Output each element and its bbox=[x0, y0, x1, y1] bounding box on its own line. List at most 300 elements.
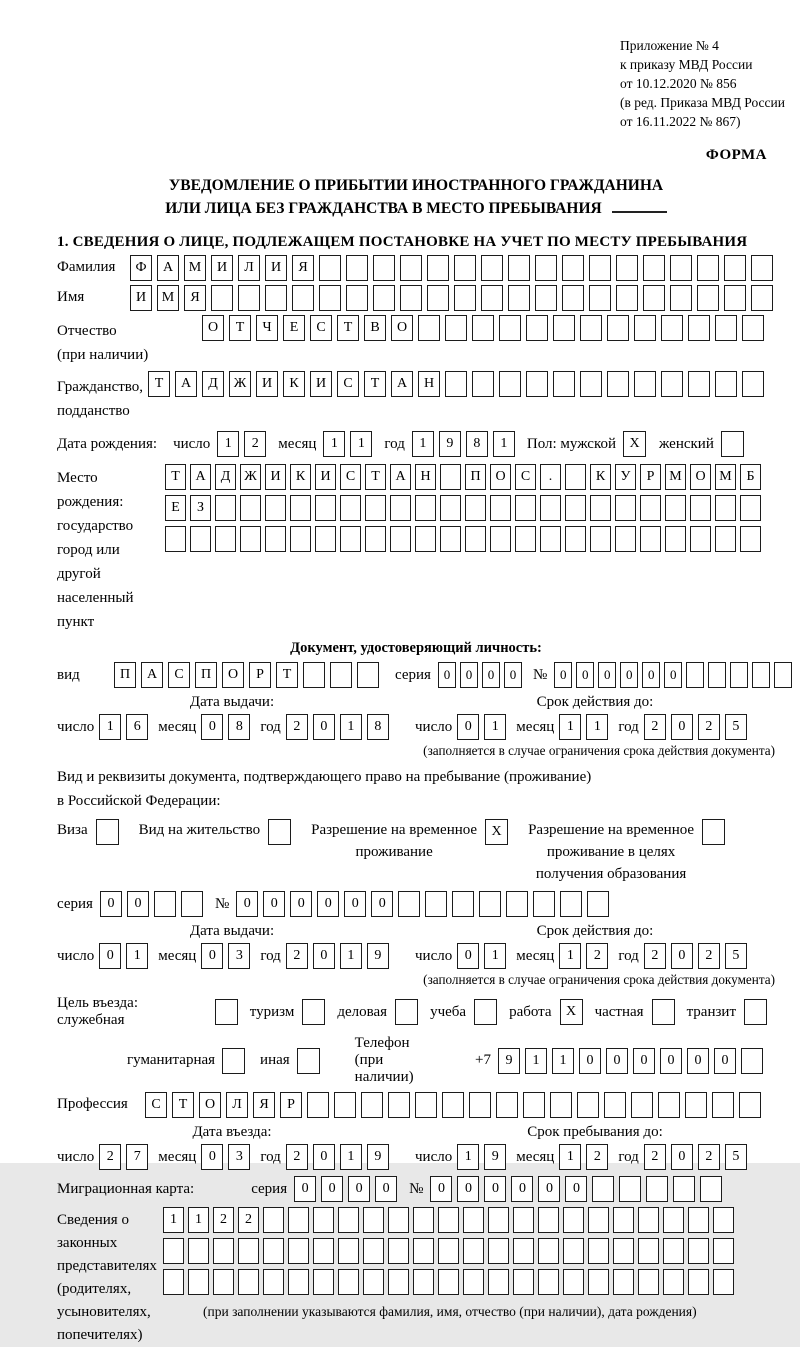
char-cell[interactable] bbox=[445, 315, 467, 341]
char-cell[interactable] bbox=[469, 1092, 491, 1118]
char-cell[interactable] bbox=[346, 285, 368, 311]
char-cell[interactable]: О bbox=[391, 315, 413, 341]
char-cell[interactable] bbox=[615, 495, 636, 521]
char-cell[interactable] bbox=[415, 1092, 437, 1118]
char-cell[interactable]: 0 bbox=[642, 662, 660, 688]
char-cell[interactable] bbox=[513, 1207, 534, 1233]
private-checkbox[interactable] bbox=[652, 999, 675, 1025]
char-cell[interactable] bbox=[425, 891, 447, 917]
char-cell[interactable]: 0 bbox=[714, 1048, 736, 1074]
char-cell[interactable]: И bbox=[315, 464, 336, 490]
char-cell[interactable]: 1 bbox=[99, 714, 121, 740]
char-cell[interactable]: П bbox=[114, 662, 136, 688]
char-cell[interactable]: 1 bbox=[559, 714, 581, 740]
char-cell[interactable] bbox=[638, 1207, 659, 1233]
char-cell[interactable] bbox=[472, 371, 494, 397]
char-cell[interactable] bbox=[388, 1207, 409, 1233]
char-cell[interactable]: 2 bbox=[99, 1144, 121, 1170]
official-checkbox[interactable] bbox=[215, 999, 238, 1025]
char-cell[interactable] bbox=[319, 255, 341, 281]
char-cell[interactable] bbox=[715, 495, 736, 521]
char-cell[interactable] bbox=[700, 1176, 722, 1202]
char-cell[interactable]: 1 bbox=[525, 1048, 547, 1074]
char-cell[interactable] bbox=[307, 1092, 329, 1118]
char-cell[interactable] bbox=[238, 285, 260, 311]
char-cell[interactable]: 2 bbox=[644, 714, 666, 740]
char-cell[interactable]: А bbox=[141, 662, 163, 688]
char-cell[interactable]: 0 bbox=[633, 1048, 655, 1074]
char-cell[interactable]: 9 bbox=[484, 1144, 506, 1170]
char-cell[interactable]: 0 bbox=[457, 943, 479, 969]
char-cell[interactable]: 0 bbox=[620, 662, 638, 688]
char-cell[interactable] bbox=[465, 526, 486, 552]
char-cell[interactable] bbox=[607, 371, 629, 397]
char-cell[interactable]: 0 bbox=[460, 662, 478, 688]
char-cell[interactable] bbox=[715, 371, 737, 397]
char-cell[interactable] bbox=[390, 495, 411, 521]
char-cell[interactable]: 2 bbox=[644, 943, 666, 969]
char-cell[interactable] bbox=[607, 315, 629, 341]
char-cell[interactable]: Н bbox=[418, 371, 440, 397]
char-cell[interactable] bbox=[288, 1238, 309, 1264]
char-cell[interactable]: 0 bbox=[313, 1144, 335, 1170]
char-cell[interactable] bbox=[590, 495, 611, 521]
char-cell[interactable] bbox=[643, 285, 665, 311]
char-cell[interactable] bbox=[580, 315, 602, 341]
char-cell[interactable] bbox=[661, 371, 683, 397]
char-cell[interactable] bbox=[508, 255, 530, 281]
char-cell[interactable] bbox=[523, 1092, 545, 1118]
char-cell[interactable] bbox=[563, 1269, 584, 1295]
char-cell[interactable] bbox=[740, 526, 761, 552]
char-cell[interactable]: О bbox=[222, 662, 244, 688]
char-cell[interactable] bbox=[427, 285, 449, 311]
char-cell[interactable]: Е bbox=[283, 315, 305, 341]
char-cell[interactable] bbox=[438, 1238, 459, 1264]
char-cell[interactable] bbox=[398, 891, 420, 917]
char-cell[interactable] bbox=[263, 1207, 284, 1233]
char-cell[interactable] bbox=[661, 315, 683, 341]
char-cell[interactable]: М bbox=[665, 464, 686, 490]
char-cell[interactable]: Д bbox=[215, 464, 236, 490]
char-cell[interactable] bbox=[550, 1092, 572, 1118]
char-cell[interactable]: 0 bbox=[313, 714, 335, 740]
char-cell[interactable] bbox=[513, 1238, 534, 1264]
char-cell[interactable] bbox=[634, 315, 656, 341]
char-cell[interactable] bbox=[774, 662, 792, 688]
char-cell[interactable] bbox=[604, 1092, 626, 1118]
temp-edu-checkbox[interactable] bbox=[702, 819, 725, 845]
char-cell[interactable] bbox=[488, 1207, 509, 1233]
char-cell[interactable] bbox=[663, 1238, 684, 1264]
char-cell[interactable] bbox=[540, 495, 561, 521]
char-cell[interactable]: 0 bbox=[201, 1144, 223, 1170]
char-cell[interactable]: 6 bbox=[126, 714, 148, 740]
char-cell[interactable]: Т bbox=[229, 315, 251, 341]
char-cell[interactable]: П bbox=[465, 464, 486, 490]
char-cell[interactable] bbox=[413, 1269, 434, 1295]
char-cell[interactable] bbox=[388, 1092, 410, 1118]
char-cell[interactable] bbox=[315, 495, 336, 521]
char-cell[interactable] bbox=[365, 495, 386, 521]
char-cell[interactable] bbox=[685, 1092, 707, 1118]
char-cell[interactable]: 1 bbox=[350, 431, 372, 457]
char-cell[interactable]: 1 bbox=[484, 943, 506, 969]
char-cell[interactable] bbox=[463, 1238, 484, 1264]
char-cell[interactable] bbox=[488, 1238, 509, 1264]
char-cell[interactable]: 0 bbox=[263, 891, 285, 917]
char-cell[interactable] bbox=[418, 315, 440, 341]
char-cell[interactable] bbox=[560, 891, 582, 917]
work-checkbox[interactable]: X bbox=[560, 999, 583, 1025]
char-cell[interactable] bbox=[346, 255, 368, 281]
char-cell[interactable]: 2 bbox=[244, 431, 266, 457]
char-cell[interactable] bbox=[440, 464, 461, 490]
char-cell[interactable] bbox=[619, 1176, 641, 1202]
female-checkbox[interactable] bbox=[721, 431, 744, 457]
char-cell[interactable]: А bbox=[391, 371, 413, 397]
char-cell[interactable]: 1 bbox=[323, 431, 345, 457]
char-cell[interactable]: 1 bbox=[163, 1207, 184, 1233]
char-cell[interactable]: 0 bbox=[321, 1176, 343, 1202]
char-cell[interactable] bbox=[413, 1238, 434, 1264]
char-cell[interactable] bbox=[739, 1092, 761, 1118]
char-cell[interactable]: 1 bbox=[340, 714, 362, 740]
char-cell[interactable]: Ф bbox=[130, 255, 152, 281]
char-cell[interactable]: К bbox=[290, 464, 311, 490]
char-cell[interactable] bbox=[340, 495, 361, 521]
char-cell[interactable] bbox=[388, 1238, 409, 1264]
char-cell[interactable] bbox=[338, 1207, 359, 1233]
char-cell[interactable]: 0 bbox=[236, 891, 258, 917]
char-cell[interactable]: 0 bbox=[201, 943, 223, 969]
char-cell[interactable]: И bbox=[265, 255, 287, 281]
char-cell[interactable]: А bbox=[390, 464, 411, 490]
char-cell[interactable] bbox=[361, 1092, 383, 1118]
char-cell[interactable] bbox=[465, 495, 486, 521]
char-cell[interactable] bbox=[563, 1207, 584, 1233]
char-cell[interactable] bbox=[741, 1048, 763, 1074]
char-cell[interactable]: И bbox=[211, 255, 233, 281]
char-cell[interactable] bbox=[688, 371, 710, 397]
char-cell[interactable] bbox=[588, 1207, 609, 1233]
char-cell[interactable]: В bbox=[364, 315, 386, 341]
char-cell[interactable]: 2 bbox=[238, 1207, 259, 1233]
char-cell[interactable]: 0 bbox=[511, 1176, 533, 1202]
char-cell[interactable]: 0 bbox=[538, 1176, 560, 1202]
char-cell[interactable]: Я bbox=[253, 1092, 275, 1118]
char-cell[interactable]: 0 bbox=[313, 943, 335, 969]
char-cell[interactable]: 2 bbox=[213, 1207, 234, 1233]
char-cell[interactable] bbox=[592, 1176, 614, 1202]
char-cell[interactable]: О bbox=[199, 1092, 221, 1118]
char-cell[interactable]: 2 bbox=[286, 1144, 308, 1170]
char-cell[interactable]: С bbox=[310, 315, 332, 341]
char-cell[interactable] bbox=[688, 1207, 709, 1233]
char-cell[interactable]: Я bbox=[292, 255, 314, 281]
char-cell[interactable] bbox=[238, 1269, 259, 1295]
char-cell[interactable]: А bbox=[190, 464, 211, 490]
char-cell[interactable]: Т bbox=[276, 662, 298, 688]
char-cell[interactable]: 0 bbox=[504, 662, 522, 688]
char-cell[interactable] bbox=[589, 285, 611, 311]
char-cell[interactable] bbox=[265, 526, 286, 552]
char-cell[interactable]: 2 bbox=[698, 1144, 720, 1170]
char-cell[interactable] bbox=[663, 1207, 684, 1233]
char-cell[interactable]: М bbox=[157, 285, 179, 311]
study-checkbox[interactable] bbox=[474, 999, 497, 1025]
char-cell[interactable] bbox=[479, 891, 501, 917]
char-cell[interactable]: 0 bbox=[127, 891, 149, 917]
char-cell[interactable] bbox=[712, 1092, 734, 1118]
char-cell[interactable] bbox=[526, 371, 548, 397]
char-cell[interactable] bbox=[751, 285, 773, 311]
char-cell[interactable] bbox=[438, 1269, 459, 1295]
char-cell[interactable] bbox=[640, 495, 661, 521]
char-cell[interactable] bbox=[292, 285, 314, 311]
char-cell[interactable] bbox=[163, 1269, 184, 1295]
char-cell[interactable] bbox=[463, 1207, 484, 1233]
char-cell[interactable] bbox=[562, 255, 584, 281]
char-cell[interactable]: 2 bbox=[698, 943, 720, 969]
tourism-checkbox[interactable] bbox=[302, 999, 325, 1025]
char-cell[interactable]: 0 bbox=[671, 1144, 693, 1170]
char-cell[interactable] bbox=[438, 1207, 459, 1233]
char-cell[interactable] bbox=[445, 371, 467, 397]
char-cell[interactable] bbox=[634, 371, 656, 397]
char-cell[interactable] bbox=[463, 1269, 484, 1295]
char-cell[interactable] bbox=[506, 891, 528, 917]
char-cell[interactable] bbox=[181, 891, 203, 917]
char-cell[interactable]: 7 bbox=[126, 1144, 148, 1170]
char-cell[interactable] bbox=[303, 662, 325, 688]
other-checkbox[interactable] bbox=[297, 1048, 320, 1074]
char-cell[interactable]: Т bbox=[365, 464, 386, 490]
char-cell[interactable]: 0 bbox=[375, 1176, 397, 1202]
char-cell[interactable] bbox=[288, 1269, 309, 1295]
char-cell[interactable]: Т bbox=[172, 1092, 194, 1118]
char-cell[interactable] bbox=[388, 1269, 409, 1295]
char-cell[interactable] bbox=[688, 1238, 709, 1264]
char-cell[interactable]: 0 bbox=[294, 1176, 316, 1202]
char-cell[interactable]: 8 bbox=[466, 431, 488, 457]
char-cell[interactable]: 0 bbox=[371, 891, 393, 917]
char-cell[interactable] bbox=[697, 255, 719, 281]
char-cell[interactable] bbox=[240, 495, 261, 521]
char-cell[interactable]: К bbox=[590, 464, 611, 490]
char-cell[interactable] bbox=[577, 1092, 599, 1118]
char-cell[interactable]: Р bbox=[280, 1092, 302, 1118]
char-cell[interactable] bbox=[188, 1269, 209, 1295]
char-cell[interactable]: 2 bbox=[586, 943, 608, 969]
char-cell[interactable]: 0 bbox=[290, 891, 312, 917]
char-cell[interactable] bbox=[665, 526, 686, 552]
char-cell[interactable] bbox=[631, 1092, 653, 1118]
char-cell[interactable]: 0 bbox=[457, 1176, 479, 1202]
char-cell[interactable]: О bbox=[690, 464, 711, 490]
char-cell[interactable]: 1 bbox=[412, 431, 434, 457]
char-cell[interactable] bbox=[313, 1269, 334, 1295]
char-cell[interactable] bbox=[587, 891, 609, 917]
char-cell[interactable] bbox=[715, 315, 737, 341]
char-cell[interactable]: 0 bbox=[482, 662, 500, 688]
char-cell[interactable]: 1 bbox=[457, 1144, 479, 1170]
char-cell[interactable] bbox=[499, 371, 521, 397]
char-cell[interactable]: Т bbox=[364, 371, 386, 397]
char-cell[interactable]: 0 bbox=[598, 662, 616, 688]
char-cell[interactable] bbox=[565, 526, 586, 552]
char-cell[interactable]: 0 bbox=[565, 1176, 587, 1202]
char-cell[interactable] bbox=[688, 315, 710, 341]
char-cell[interactable] bbox=[533, 891, 555, 917]
char-cell[interactable]: 5 bbox=[725, 943, 747, 969]
char-cell[interactable] bbox=[373, 255, 395, 281]
char-cell[interactable] bbox=[538, 1238, 559, 1264]
char-cell[interactable] bbox=[690, 526, 711, 552]
char-cell[interactable] bbox=[496, 1092, 518, 1118]
char-cell[interactable] bbox=[708, 662, 726, 688]
char-cell[interactable]: 1 bbox=[586, 714, 608, 740]
char-cell[interactable] bbox=[515, 526, 536, 552]
char-cell[interactable] bbox=[213, 1238, 234, 1264]
char-cell[interactable] bbox=[265, 285, 287, 311]
char-cell[interactable] bbox=[334, 1092, 356, 1118]
char-cell[interactable]: 0 bbox=[671, 943, 693, 969]
char-cell[interactable]: Т bbox=[165, 464, 186, 490]
char-cell[interactable]: П bbox=[195, 662, 217, 688]
char-cell[interactable] bbox=[288, 1207, 309, 1233]
char-cell[interactable] bbox=[515, 495, 536, 521]
char-cell[interactable] bbox=[313, 1207, 334, 1233]
char-cell[interactable]: К bbox=[283, 371, 305, 397]
char-cell[interactable] bbox=[442, 1092, 464, 1118]
char-cell[interactable]: Р bbox=[249, 662, 271, 688]
char-cell[interactable] bbox=[538, 1207, 559, 1233]
char-cell[interactable]: 8 bbox=[228, 714, 250, 740]
char-cell[interactable] bbox=[240, 526, 261, 552]
char-cell[interactable] bbox=[638, 1238, 659, 1264]
char-cell[interactable] bbox=[616, 285, 638, 311]
char-cell[interactable]: 2 bbox=[286, 714, 308, 740]
char-cell[interactable]: Ч bbox=[256, 315, 278, 341]
char-cell[interactable] bbox=[213, 1269, 234, 1295]
char-cell[interactable]: 0 bbox=[660, 1048, 682, 1074]
char-cell[interactable]: М bbox=[715, 464, 736, 490]
char-cell[interactable] bbox=[513, 1269, 534, 1295]
char-cell[interactable] bbox=[440, 495, 461, 521]
char-cell[interactable]: 2 bbox=[644, 1144, 666, 1170]
char-cell[interactable] bbox=[580, 371, 602, 397]
char-cell[interactable]: И bbox=[256, 371, 278, 397]
char-cell[interactable] bbox=[340, 526, 361, 552]
char-cell[interactable] bbox=[481, 285, 503, 311]
char-cell[interactable]: С bbox=[168, 662, 190, 688]
char-cell[interactable] bbox=[563, 1238, 584, 1264]
char-cell[interactable] bbox=[238, 1238, 259, 1264]
char-cell[interactable]: Д bbox=[202, 371, 224, 397]
char-cell[interactable] bbox=[697, 285, 719, 311]
char-cell[interactable] bbox=[363, 1238, 384, 1264]
char-cell[interactable] bbox=[330, 662, 352, 688]
char-cell[interactable]: У bbox=[615, 464, 636, 490]
char-cell[interactable]: 0 bbox=[664, 662, 682, 688]
char-cell[interactable]: 1 bbox=[559, 1144, 581, 1170]
char-cell[interactable] bbox=[338, 1269, 359, 1295]
char-cell[interactable]: 0 bbox=[457, 714, 479, 740]
char-cell[interactable] bbox=[163, 1238, 184, 1264]
char-cell[interactable]: 9 bbox=[439, 431, 461, 457]
char-cell[interactable] bbox=[454, 285, 476, 311]
char-cell[interactable] bbox=[565, 464, 586, 490]
char-cell[interactable] bbox=[715, 526, 736, 552]
char-cell[interactable] bbox=[673, 1176, 695, 1202]
char-cell[interactable] bbox=[365, 526, 386, 552]
char-cell[interactable] bbox=[154, 891, 176, 917]
char-cell[interactable]: 0 bbox=[99, 943, 121, 969]
char-cell[interactable] bbox=[400, 285, 422, 311]
char-cell[interactable] bbox=[562, 285, 584, 311]
char-cell[interactable]: 0 bbox=[671, 714, 693, 740]
char-cell[interactable] bbox=[165, 526, 186, 552]
char-cell[interactable] bbox=[413, 1207, 434, 1233]
char-cell[interactable] bbox=[615, 526, 636, 552]
char-cell[interactable]: 1 bbox=[559, 943, 581, 969]
char-cell[interactable]: 2 bbox=[286, 943, 308, 969]
char-cell[interactable]: 3 bbox=[228, 1144, 250, 1170]
char-cell[interactable]: Н bbox=[415, 464, 436, 490]
char-cell[interactable] bbox=[373, 285, 395, 311]
char-cell[interactable] bbox=[488, 1269, 509, 1295]
char-cell[interactable]: 0 bbox=[687, 1048, 709, 1074]
char-cell[interactable] bbox=[481, 255, 503, 281]
char-cell[interactable]: 1 bbox=[493, 431, 515, 457]
char-cell[interactable]: А bbox=[175, 371, 197, 397]
char-cell[interactable]: 1 bbox=[217, 431, 239, 457]
char-cell[interactable]: 1 bbox=[552, 1048, 574, 1074]
char-cell[interactable] bbox=[713, 1269, 734, 1295]
char-cell[interactable]: 1 bbox=[340, 943, 362, 969]
char-cell[interactable] bbox=[535, 285, 557, 311]
char-cell[interactable] bbox=[540, 526, 561, 552]
char-cell[interactable]: 0 bbox=[606, 1048, 628, 1074]
char-cell[interactable] bbox=[363, 1269, 384, 1295]
char-cell[interactable] bbox=[215, 495, 236, 521]
business-checkbox[interactable] bbox=[395, 999, 418, 1025]
char-cell[interactable]: 0 bbox=[100, 891, 122, 917]
char-cell[interactable] bbox=[415, 526, 436, 552]
char-cell[interactable] bbox=[290, 526, 311, 552]
char-cell[interactable]: С bbox=[515, 464, 536, 490]
char-cell[interactable] bbox=[590, 526, 611, 552]
char-cell[interactable] bbox=[646, 1176, 668, 1202]
char-cell[interactable] bbox=[724, 255, 746, 281]
char-cell[interactable] bbox=[265, 495, 286, 521]
char-cell[interactable] bbox=[752, 662, 770, 688]
char-cell[interactable] bbox=[427, 255, 449, 281]
char-cell[interactable] bbox=[690, 495, 711, 521]
char-cell[interactable] bbox=[499, 315, 521, 341]
char-cell[interactable] bbox=[190, 526, 211, 552]
char-cell[interactable] bbox=[338, 1238, 359, 1264]
char-cell[interactable] bbox=[713, 1207, 734, 1233]
char-cell[interactable] bbox=[663, 1269, 684, 1295]
char-cell[interactable]: 8 bbox=[367, 714, 389, 740]
temp-residence-checkbox[interactable]: X bbox=[485, 819, 508, 845]
char-cell[interactable] bbox=[490, 495, 511, 521]
char-cell[interactable]: . bbox=[540, 464, 561, 490]
residence-permit-checkbox[interactable] bbox=[268, 819, 291, 845]
char-cell[interactable] bbox=[440, 526, 461, 552]
